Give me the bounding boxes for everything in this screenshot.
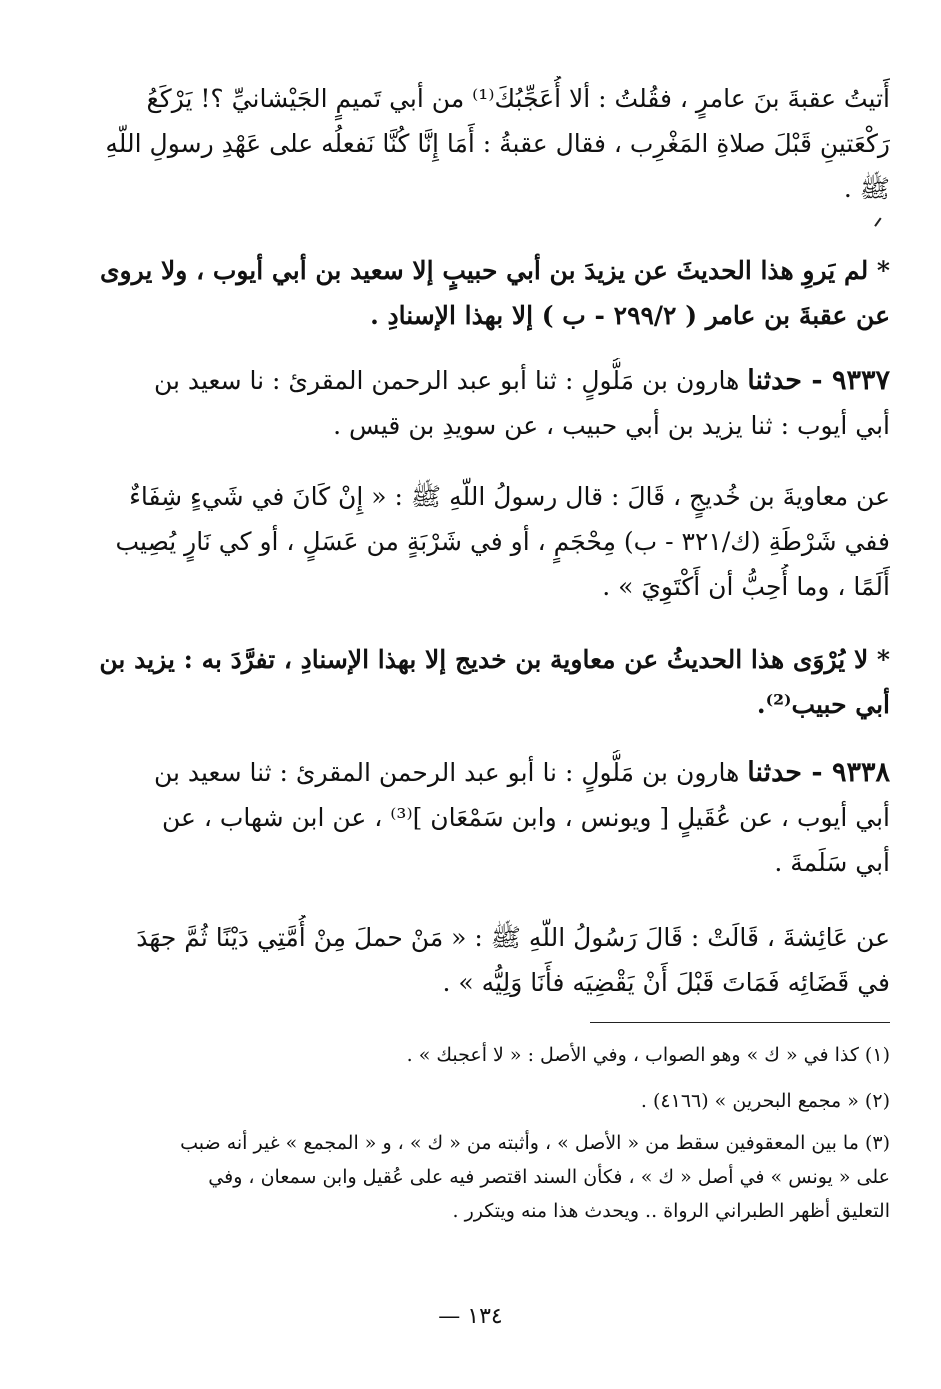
footnote-2 — [50, 1084, 890, 1118]
text-segment: هارون بن مَلُّولٍ : ثنا أبو عبد الرحمن المقرئ : نا سعيد بن — [153, 366, 740, 395]
text-segment: هارون بن مَلُّولٍ : نا أبو عبد الرحمن المقرئ : ثنا سعيد بن — [153, 758, 740, 787]
footnote-line: (١) كذا في « ك » وهو الصواب ، وفي الأصل : « لا أعجبك » . — [406, 1044, 890, 1066]
text-line: في قَضَائِه فَمَاتَ قَبْلَ أَنْ يَقْضِيَه فأَنَا وَلِيُّه » . — [442, 968, 890, 997]
footnote-line: على « يونس » في أصل « ك » ، فكأن السند اقتصر فيه على عُقيل وابن سمعان ، وفي — [208, 1166, 890, 1188]
paragraph-hadith-text-9337 — [50, 474, 890, 609]
paragraph-commentary-1 — [50, 248, 890, 338]
text-line: عن معاويةَ بن خُديجٍ ، قَالَ : قال رسولُ اللّهِ ﷺ : « إِنْ كَانَ في شَيءٍ شِفَاءٌ — [129, 482, 890, 511]
text-line: أبي أيوب : ثنا يزيد بن أبي حبيب ، عن سويدِ بن قيس . — [333, 411, 890, 440]
text-line: أَتيتُ عقبةَ بنَ عامرٍ ، فقُلتُ : ألا أُعَجِّبُكَ⁽¹⁾ من أبي تَميمٍ الجَيْشانيِّ ؟! يَرْكَعُ — [146, 84, 890, 113]
text-line: أبي سَلَمةَ . — [774, 848, 890, 877]
margin-mark — [874, 217, 890, 232]
footnote-line: التعليق أظهر الطبراني الرواة .. ويحدث هذا منه ويتكرر . — [452, 1200, 890, 1222]
text-line — [50, 358, 890, 403]
paragraph-hadith-9337 — [50, 358, 890, 448]
text-line: أبي أيوب ، عن عُقَيلٍ [ ويونس ، وابن سَمْعَان ]⁽³⁾ ، عن ابن شهاب ، عن — [161, 803, 890, 832]
text-line: عن عقبةَ بن عامر ( ٢٩٩/٢ - ب ) إلا بهذا الإسنادِ . — [370, 301, 890, 330]
text-line: ﷺ . — [843, 174, 890, 203]
text-line — [50, 750, 890, 795]
footnote-1 — [50, 1038, 890, 1072]
paragraph-hadith-intro — [50, 76, 890, 211]
footnote-line: (٣) ما بين المعقوفين سقط من « الأصل » ، وأثبته من « ك » ، و « المجمع » غير أنه ضبب — [180, 1132, 890, 1154]
footnote-separator — [590, 1022, 890, 1023]
text-line: أَلَمًا ، وما أُحِبُّ أن أَكْتَوِيَ » . — [602, 572, 890, 601]
text-line: أبي حبيب⁽²⁾. — [756, 690, 890, 719]
paragraph-hadith-text-9338 — [50, 915, 890, 1005]
footnote-line: (٢) « مجمع البحرين » (٤١٦٦) . — [640, 1090, 890, 1112]
paragraph-hadith-9338 — [50, 750, 890, 885]
text-line: * لم يَروِ هذا الحديثَ عن يزيدَ بن أبي حبيبٍ إلا سعيد بن أبي أيوب ، ولا يروى — [99, 256, 890, 285]
paragraph-commentary-2 — [50, 637, 890, 727]
text-line: ففي شَرْطَةِ (ك/٣٢١ - ب) مِحْجَمٍ ، أو في شَرْبَةٍ من عَسَلٍ ، أو كي نَارٍ يُصِيب — [115, 527, 890, 556]
text-line: عن عَائِشةَ ، قَالَتْ : قَالَ رَسُولُ اللّهِ ﷺ : « مَنْ حملَ مِنْ أُمَّتِي دَيْنًا ثُمَّ جهَدَ — [136, 923, 890, 952]
text-line: رَكْعَتينِ قَبْلَ صلاةِ المَغْرِب ، فقال عقبةُ : أَمَا إِنَّا كُنَّا نَفعلُه على عَهْدِ رسولِ اللّهِ — [105, 129, 890, 158]
text-line: * لا يُرْوَى هذا الحديثُ عن معاوية بن خديج إلا بهذا الإسنادِ ، تفرَّدَ به : يزيد بن — [99, 645, 890, 674]
page-number: ١٣٤ — — [438, 1304, 503, 1329]
footnote-3 — [50, 1126, 890, 1228]
hadith-number: ٩٣٣٨ - حدثنا — [747, 757, 890, 788]
hadith-number: ٩٣٣٧ - حدثنا — [747, 365, 890, 396]
